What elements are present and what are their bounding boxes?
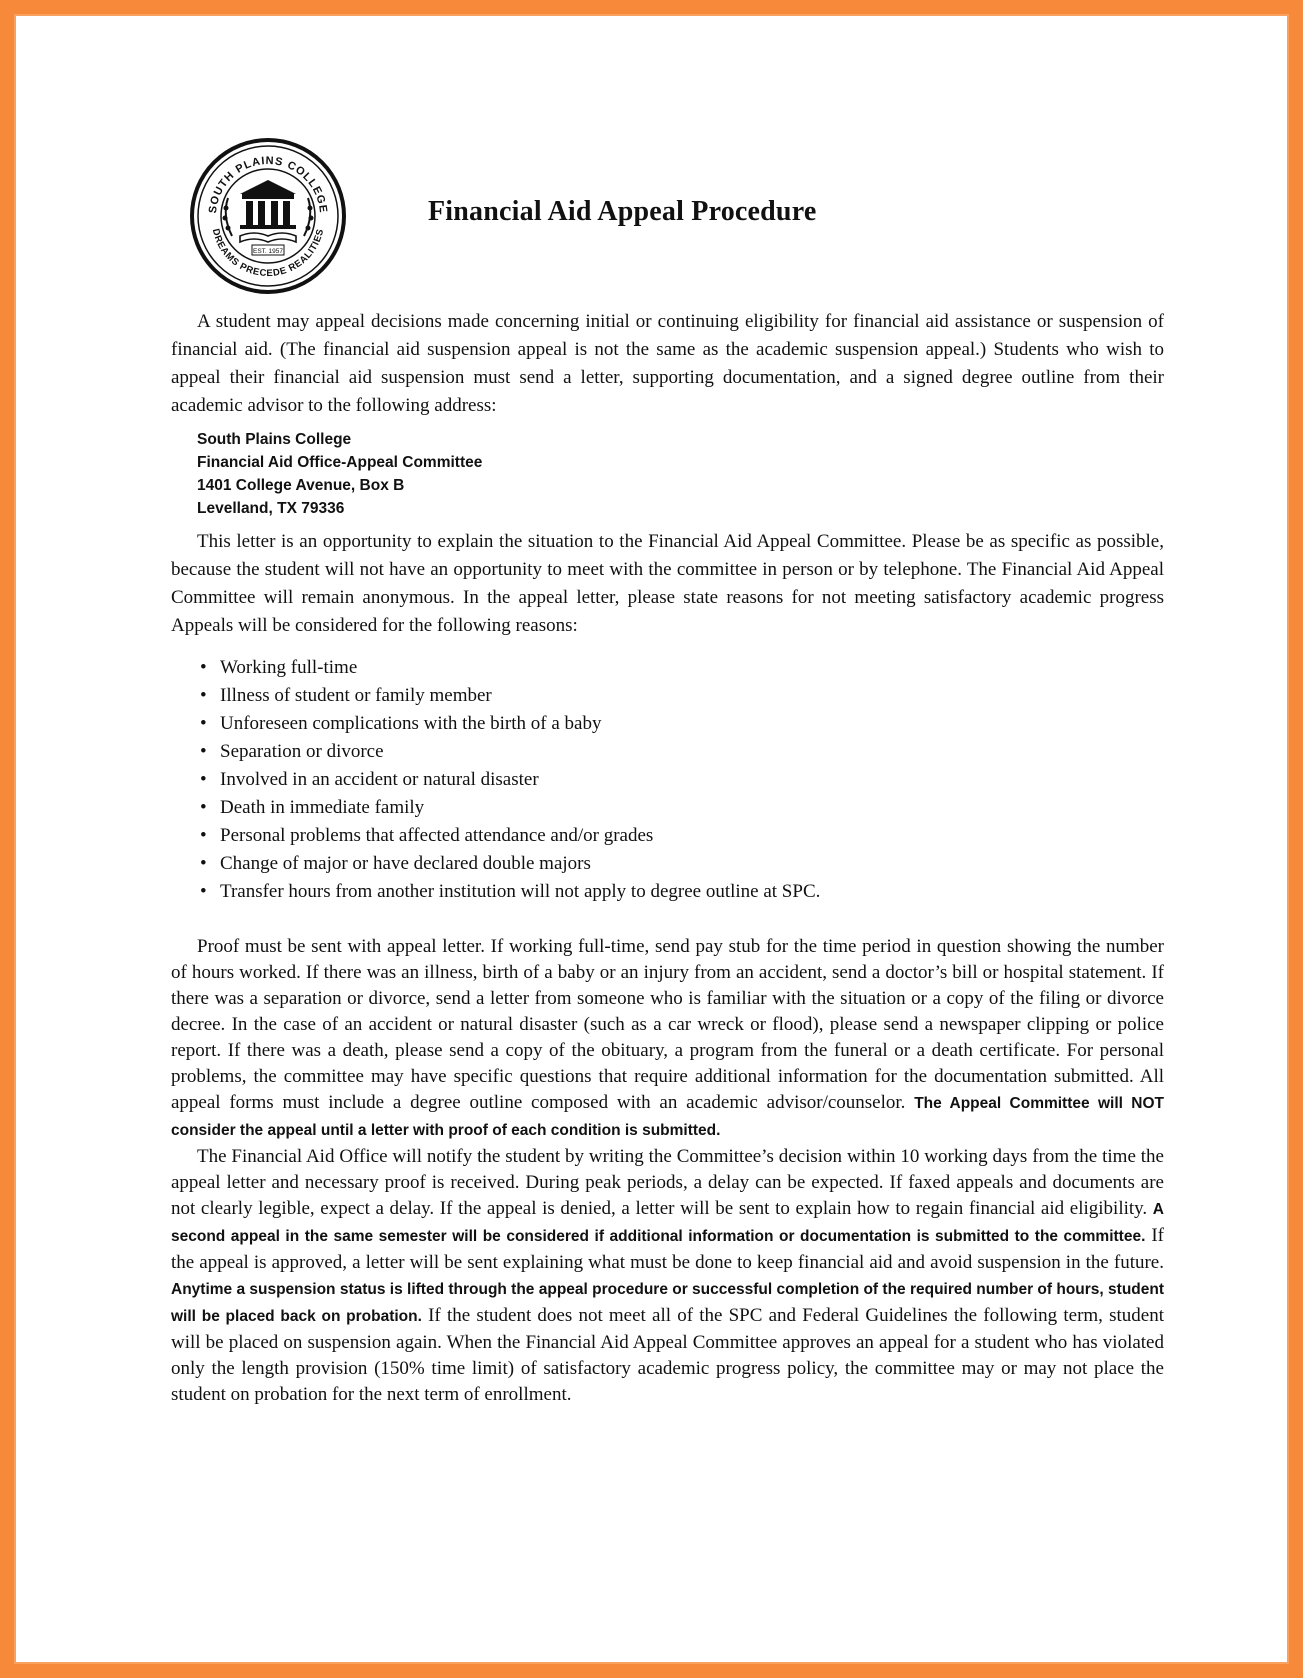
notification-paragraph	[171, 1144, 1164, 1408]
address-line: Financial Aid Office-Appeal Committee	[197, 454, 483, 471]
probation-notice: Anytime a suspension status is lifted through the appeal procedure or successful completion of the required number of hours, student will be placed back on probation.	[171, 1281, 1164, 1325]
intro-paragraph: A student may appeal decisions made concerning initial or continuing eligibility for financial aid assistance or suspension of financial aid. (The financial aid suspension appeal is not the same as the academic suspension appeal.) Students who wish to appeal their financial aid suspension must send a letter, supporting documentation, and a signed degree outline from their academic advisor to the following address:	[171, 311, 1164, 416]
college-seal-logo	[188, 136, 348, 296]
list-item: • Death in immediate family	[200, 794, 1164, 822]
list-item: • Change of major or have declared double majors	[200, 850, 1164, 878]
proof-text: Proof must be sent with appeal letter. If working full-time, send pay stub for the time period in question showing the number of hours worked. If there was an illness, birth of a baby or an injury from an accident, send a doctor’s bill or hospital statement. If there was a separation or divorce, send a letter from someone who is familiar with the situation or a copy of the filing or divorce decree. In the case of an accident or natural disaster (such as a car wreck or flood), please send a newspaper clipping or police report. If there was a death, please send a copy of the obituary, a program from the funeral or a death certificate. For personal problems, the committee may have specific questions that require additional information for the documentation submitted. All appeal forms must include a degree outline composed with an academic advisor/counselor.	[171, 936, 1164, 1113]
proof-bold-notice: The Appeal Committee will NOT consider the appeal until a letter with proof of each condition is submitted.	[171, 1095, 1164, 1139]
list-item: • Working full-time	[200, 654, 1164, 682]
mailing-address	[197, 428, 1164, 520]
seal-bottom-text: DREAMS PRECEDE REALITIES	[209, 227, 327, 280]
document-page	[14, 14, 1289, 1664]
list-item: • Separation or divorce	[200, 738, 1164, 766]
seal-est-text: EST. 1957	[253, 248, 283, 255]
address-line: 1401 College Avenue, Box B	[197, 477, 405, 494]
list-item: • Involved in an accident or natural disaster	[200, 766, 1164, 794]
notify-text-2: If the appeal is approved, a letter will be sent explaining what must be done to keep financial aid and avoid suspension in the future.	[171, 1225, 1165, 1273]
list-item: • Illness of student or family member	[200, 682, 1164, 710]
document-body	[171, 308, 1164, 1408]
list-item: • Personal problems that affected attendance and/or grades	[200, 822, 1164, 850]
notify-text-3: If the student does not meet all of the SPC and Federal Guidelines the following term, student will be placed on suspension again. When the Financial Aid Appeal Committee approves an appeal for a student who has violated only the length provision (150% time limit) of satisfactory academic progress policy, the committee may or may not place the student on probation for the next term of enrollment.	[171, 1305, 1164, 1405]
proof-paragraph	[171, 934, 1164, 1144]
address-line: Levelland, TX 79336	[197, 500, 345, 517]
notify-text-1: The Financial Aid Office will notify the student by writing the Committee’s decision within 10 working days from the time the appeal letter and necessary proof is received. During peak periods, a delay can be expected. If faxed appeals and documents are not clearly legible, expect a delay. If the appeal is denied, a letter will be sent to explain how to regain financial aid eligibility.	[171, 1146, 1164, 1219]
letter-paragraph: This letter is an opportunity to explain the situation to the Financial Aid Appeal Committee. Please be as specific as possible, because the student will not have an opportunity to meet with the committee in person or by telephone. The Financial Aid Appeal Committee will remain anonymous. In the appeal letter, please state reasons for not meeting satisfactory academic progress Appeals will be considered for the following reasons:	[171, 531, 1164, 636]
page-title: Financial Aid Appeal Procedure	[428, 196, 817, 227]
second-appeal-notice: A second appeal in the same semester will be considered if additional information or documentation is submitted to the committee.	[171, 1201, 1164, 1245]
address-line: South Plains College	[197, 431, 352, 448]
seal-top-text: SOUTH PLAINS COLLEGE	[206, 154, 330, 215]
appeal-reasons-list	[171, 654, 1164, 906]
list-item: • Unforeseen complications with the birth of a baby	[200, 710, 1164, 738]
list-item: • Transfer hours from another institution will not apply to degree outline at SPC.	[200, 878, 1164, 906]
